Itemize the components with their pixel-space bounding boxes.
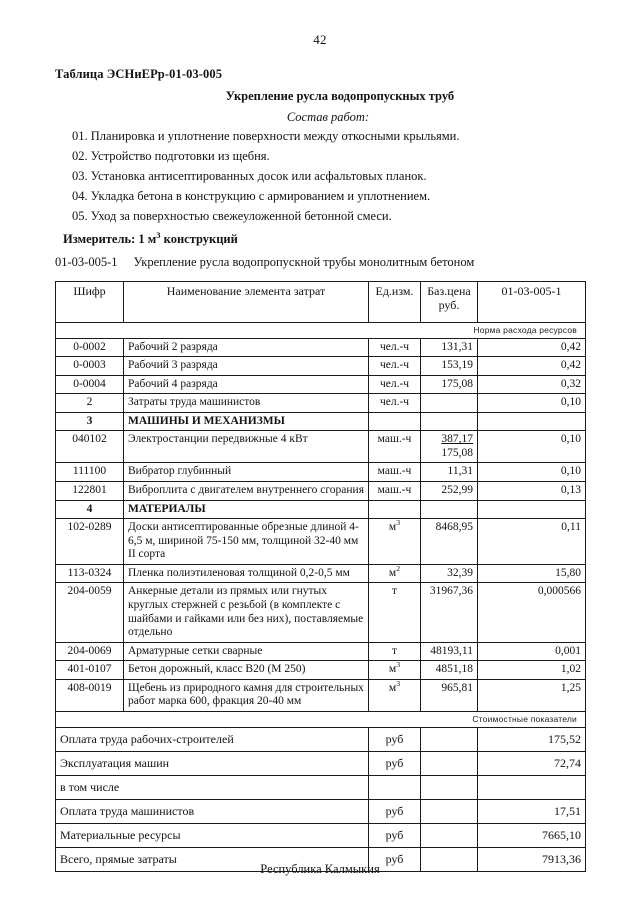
cell-code: 401-0107 — [56, 661, 124, 680]
table-row — [56, 338, 586, 357]
summary-row — [56, 775, 586, 799]
cell-unit — [369, 519, 421, 565]
cell-name: Доски антисептированные обрезные длиной 4-6,5 м, шириной 75-150 мм, толщиной 32-40 мм II сорта — [124, 519, 369, 565]
cell-qty: 0,11 — [478, 519, 586, 565]
table-row — [56, 519, 586, 565]
cell-qty: 0,10 — [478, 463, 586, 482]
cell-unit: чел.-ч — [369, 375, 421, 394]
cell-unit-base: м — [388, 681, 397, 694]
footer-region-name: Республика Калмыкия — [260, 862, 380, 876]
cell-unit-base: т — [391, 585, 398, 598]
cell-unit: чел.-ч — [369, 357, 421, 376]
cell-unit — [369, 679, 421, 711]
cell-unit — [369, 642, 421, 661]
cell-price: 4851,18 — [421, 661, 478, 680]
cell-unit-superscript: 3 — [396, 660, 401, 670]
table-label: Таблица ЭСНиЕРр-01-03-005 — [55, 67, 223, 81]
caption-row-cost — [56, 711, 586, 727]
table-row — [56, 482, 586, 501]
cell-name: Бетон дорожный, класс В20 (М 250) — [124, 661, 369, 680]
cell-name: Арматурные сетки сварные — [124, 642, 369, 661]
cell-name: МАШИНЫ И МЕХАНИЗМЫ — [124, 412, 369, 431]
table-row — [56, 375, 586, 394]
works-item: 03. Установка антисептированных досок или асфальтовых планок. — [72, 169, 427, 183]
summary-row — [56, 823, 586, 847]
summary-unit: руб — [369, 847, 421, 871]
cell-unit-superscript: 3 — [396, 518, 401, 528]
cell-unit — [369, 500, 421, 519]
summary-label: Оплата труда машинистов — [56, 799, 369, 823]
cell-price: 31967,36 — [421, 583, 478, 642]
cell-qty: 0,42 — [478, 338, 586, 357]
measure-value-tail: конструкций — [160, 231, 238, 246]
measure-value: 1 м — [138, 231, 157, 246]
summary-unit: руб — [369, 727, 421, 751]
table-row — [56, 679, 586, 711]
summary-unit: руб — [369, 751, 421, 775]
summary-price-blank — [421, 799, 478, 823]
table-row — [56, 431, 586, 463]
cell-price — [421, 500, 478, 519]
table-header-row — [56, 281, 586, 322]
summary-label: Материальные ресурсы — [56, 823, 369, 847]
page-title: Укрепление русла водопропускных труб — [225, 89, 455, 103]
cell-unit: чел.-ч — [369, 338, 421, 357]
table-header — [56, 281, 586, 322]
cell-code: 204-0069 — [56, 642, 124, 661]
cell-qty: 0,32 — [478, 375, 586, 394]
cell-code: 4 — [56, 500, 124, 519]
cell-price: 11,31 — [421, 463, 478, 482]
caption-cost: Стоимостные показатели — [56, 711, 586, 727]
summary-label: в том числе — [56, 775, 369, 799]
cell-price-secondary: 175,08 — [441, 446, 473, 459]
cell-code: 113-0324 — [56, 564, 124, 583]
table-row — [56, 583, 586, 642]
resource-table — [55, 281, 586, 872]
summary-value: 175,52 — [478, 727, 586, 751]
cell-name: Рабочий 3 разряда — [124, 357, 369, 376]
cell-price: 153,19 — [421, 357, 478, 376]
works-item: 05. Уход за поверхностью свежеуложенной бетонной смеси. — [72, 209, 392, 223]
cell-price: 32,39 — [421, 564, 478, 583]
cell-qty: 0,10 — [478, 431, 586, 463]
cell-price: 8468,95 — [421, 519, 478, 565]
works-item: 04. Укладка бетона в конструкцию с армированием и уплотнением. — [72, 189, 431, 203]
column-header-name: Наименование элемента затрат — [124, 281, 369, 322]
summary-unit: руб — [369, 799, 421, 823]
page-number: 42 — [313, 32, 327, 47]
cell-name: Электростанции передвижные 4 кВт — [124, 431, 369, 463]
cell-qty: 1,02 — [478, 661, 586, 680]
cell-price: 48193,11 — [421, 642, 478, 661]
table-row — [56, 661, 586, 680]
table-body — [56, 322, 586, 871]
cell-qty: 0,001 — [478, 642, 586, 661]
cell-price: 252,99 — [421, 482, 478, 501]
cell-code: 204-0059 — [56, 583, 124, 642]
cell-qty: 0,13 — [478, 482, 586, 501]
cell-code: 0-0004 — [56, 375, 124, 394]
section-header-materials — [56, 500, 586, 519]
cell-qty: 15,80 — [478, 564, 586, 583]
works-list — [55, 130, 585, 223]
cell-name: Виброплита с двигателем внутреннего сгорания — [124, 482, 369, 501]
summary-label: Оплата труда рабочих-строителей — [56, 727, 369, 751]
summary-row — [56, 751, 586, 775]
cell-name: Вибратор глубинный — [124, 463, 369, 482]
summary-value: 7665,10 — [478, 823, 586, 847]
cell-code: 0-0003 — [56, 357, 124, 376]
cell-unit-superscript: 3 — [396, 678, 401, 688]
cell-unit — [369, 661, 421, 680]
table-row-machinists — [56, 394, 586, 413]
summary-price-blank — [421, 775, 478, 799]
column-header-qty: 01-03-005-1 — [478, 281, 586, 322]
caption-norm: Норма расхода ресурсов — [56, 322, 586, 338]
cell-code: 102-0289 — [56, 519, 124, 565]
cell-unit-superscript: 2 — [396, 564, 401, 573]
cell-unit: чел.-ч — [369, 394, 421, 413]
cell-qty: 0,42 — [478, 357, 586, 376]
cell-qty — [478, 500, 586, 519]
cell-name: Рабочий 2 разряда — [124, 338, 369, 357]
cell-name: Затраты труда машинистов — [124, 394, 369, 413]
summary-value: 7913,36 — [478, 847, 586, 871]
cell-unit: маш.-ч — [369, 431, 421, 463]
cell-qty: 0,000566 — [478, 583, 586, 642]
cell-price-primary: 387,17 — [441, 433, 473, 446]
cell-name: Рабочий 4 разряда — [124, 375, 369, 394]
section-header-machines — [56, 412, 586, 431]
cell-price — [421, 394, 478, 413]
cell-name: Анкерные детали из прямых или гнутых круглых стержней с резьбой (в комплекте с шайбами и гайками или без них), поставляемые отдельно — [124, 583, 369, 642]
column-header-price — [421, 281, 478, 322]
works-caption: Состав работ: — [286, 110, 370, 124]
cell-unit — [369, 583, 421, 642]
summary-label: Эксплуатация машин — [56, 751, 369, 775]
variant-code: 01-03-005-1 — [55, 254, 118, 269]
column-header-price-line2: руб. — [438, 297, 460, 312]
cell-qty — [478, 412, 586, 431]
table-row — [56, 357, 586, 376]
cell-price — [421, 412, 478, 431]
summary-unit — [369, 775, 421, 799]
cell-code: 2 — [56, 394, 124, 413]
cell-code: 122801 — [56, 482, 124, 501]
cell-name: Щебень из природного камня для строительных работ марка 600, фракция 20-40 мм — [124, 679, 369, 711]
cell-unit-base: м — [388, 521, 397, 534]
column-header-code: Шифр — [56, 281, 124, 322]
cell-qty: 1,25 — [478, 679, 586, 711]
cell-code: 040102 — [56, 431, 124, 463]
measure-line — [55, 229, 585, 247]
cell-code: 3 — [56, 412, 124, 431]
cell-price: 965,81 — [421, 679, 478, 711]
summary-value: 17,51 — [478, 799, 586, 823]
cell-code: 408-0019 — [56, 679, 124, 711]
cell-unit-base: м — [388, 663, 397, 676]
summary-value — [478, 775, 586, 799]
column-header-unit: Ед.изм. — [369, 281, 421, 322]
table-row — [56, 642, 586, 661]
cell-price: 175,08 — [421, 375, 478, 394]
column-header-price-line1: Баз.цена — [427, 283, 471, 298]
summary-price-blank — [421, 727, 478, 751]
cell-unit-base: т — [391, 644, 398, 657]
works-item: 01. Планировка и уплотнение поверхности между откосными крыльями. — [72, 129, 460, 143]
summary-price-blank — [421, 823, 478, 847]
summary-price-blank — [421, 751, 478, 775]
table-row — [56, 564, 586, 583]
cell-code: 0-0002 — [56, 338, 124, 357]
works-item: 02. Устройство подготовки из щебня. — [72, 149, 270, 163]
table-row — [56, 463, 586, 482]
measure-superscript: 3 — [156, 229, 161, 240]
cell-unit: маш.-ч — [369, 463, 421, 482]
caption-row-norm — [56, 322, 586, 338]
summary-unit: руб — [369, 823, 421, 847]
variant-name: Укрепление русла водопропускной трубы монолитным бетоном — [133, 254, 475, 269]
measure-label: Измеритель: — [63, 231, 136, 246]
variant-line — [55, 255, 585, 270]
cell-name: Пленка полиэтиленовая толщиной 0,2-0,5 мм — [124, 564, 369, 583]
summary-value: 72,74 — [478, 751, 586, 775]
summary-row — [56, 727, 586, 751]
cell-unit-base: м — [388, 566, 397, 579]
cell-unit — [369, 564, 421, 583]
cell-qty: 0,10 — [478, 394, 586, 413]
cell-price — [421, 431, 478, 463]
summary-label: Всего, прямые затраты — [56, 847, 369, 871]
cell-price: 131,31 — [421, 338, 478, 357]
cell-name: МАТЕРИАЛЫ — [124, 500, 369, 519]
summary-row — [56, 799, 586, 823]
cell-code: 111100 — [56, 463, 124, 482]
cell-unit — [369, 412, 421, 431]
cell-unit: маш.-ч — [369, 482, 421, 501]
